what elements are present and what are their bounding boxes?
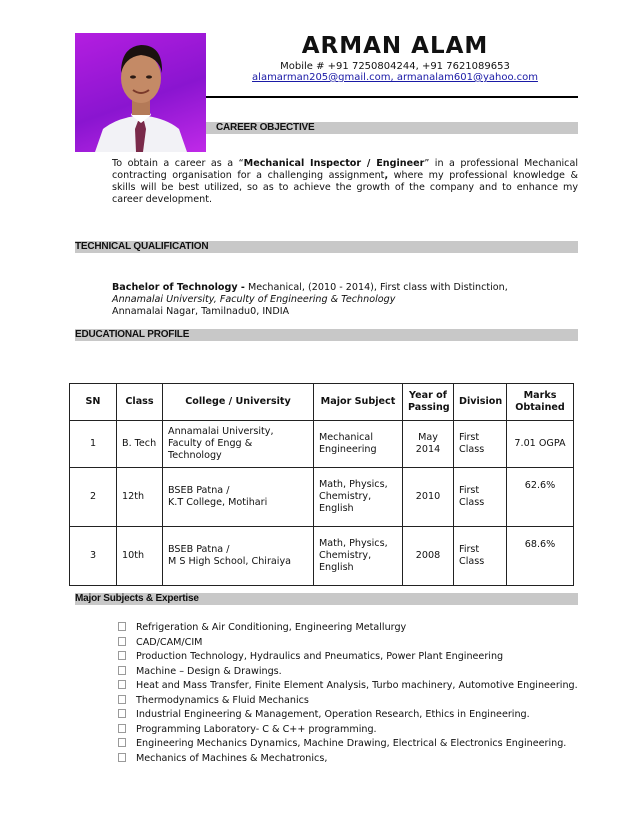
expertise-text: Heat and Mass Transfer, Finite Element Analysis, Turbo machinery, Automotive Engineering. — [136, 680, 578, 691]
expertise-text: Refrigeration & Air Conditioning, Engineering Metallurgy — [136, 622, 407, 633]
qualification-block — [112, 282, 578, 318]
list-item — [118, 679, 588, 694]
cell-sn: 1 — [70, 421, 117, 468]
section-educational-profile: EDUCATIONAL PROFILE — [75, 329, 578, 341]
cell-year: 2010 — [403, 468, 454, 527]
cell-subject — [314, 468, 403, 527]
checkbox-bullet-icon — [118, 637, 126, 646]
checkbox-bullet-icon — [118, 724, 126, 733]
objective-middle: ” in a professional Mechanical contracting organisation for a challenging assignment — [112, 158, 579, 181]
list-item — [118, 650, 588, 665]
expertise-text: Mechanics of Machines & Mechatronics, — [136, 752, 328, 764]
cell-marks: 68.6% — [507, 527, 574, 586]
mobile-numbers: Mobile # +91 7250804244, +91 7621089653 — [280, 61, 510, 72]
objective-prefix: To obtain a career as a “ — [112, 158, 244, 169]
checkbox-bullet-icon — [118, 695, 126, 704]
college-line: BSEB Patna / — [168, 485, 230, 496]
column-header: Year of Passing — [403, 384, 454, 421]
expertise-text: CAD/CAM/CIM — [136, 636, 203, 648]
column-header: Class — [117, 384, 163, 421]
checkbox-bullet-icon — [118, 680, 126, 689]
profile-photo — [75, 33, 206, 152]
career-objective-text — [112, 158, 578, 206]
list-item — [118, 723, 588, 738]
expertise-text: Machine – Design & Drawings. — [136, 665, 282, 677]
list-item — [118, 636, 588, 651]
cell-marks: 7.01 OGPA — [507, 421, 574, 468]
checkbox-bullet-icon — [118, 738, 126, 747]
checkbox-bullet-icon — [118, 651, 126, 660]
section-major-subjects: Major Subjects & Expertise — [75, 593, 578, 605]
cell-division — [454, 527, 507, 586]
column-header: Division — [454, 384, 507, 421]
cell-year — [403, 421, 454, 468]
education-table — [69, 383, 574, 586]
column-header: College / University — [163, 384, 314, 421]
column-header: Major Subject — [314, 384, 403, 421]
checkbox-bullet-icon — [118, 622, 126, 631]
list-item — [118, 708, 588, 723]
year-line: 2014 — [415, 444, 441, 455]
expertise-text: Industrial Engineering & Management, Operation Research, Ethics in Engineering. — [136, 709, 530, 720]
checkbox-bullet-icon — [118, 709, 126, 718]
expertise-text: Production Technology, Hydraulics and Pneumatics, Power Plant Engineering — [136, 651, 504, 662]
subject-line: Engineering — [319, 444, 377, 455]
objective-role: Mechanical Inspector / Engineer — [243, 158, 425, 169]
expertise-list — [118, 621, 588, 766]
division-line: Class — [459, 444, 485, 455]
cell-marks: 62.6% — [507, 468, 574, 527]
cell-class: 10th — [117, 527, 163, 586]
header-divider — [206, 96, 578, 98]
college-line: M S High School, Chiraiya — [168, 556, 292, 567]
section-technical-qualification: TECHNICAL QUALIFICATION — [75, 241, 578, 253]
division-line: Class — [459, 556, 485, 567]
email-links[interactable]: alamarman205@gmail.com, armanalam601@yahoo.com — [252, 72, 538, 83]
subject-line: Mechanical — [319, 432, 373, 443]
college-line: Annamalai University, — [168, 426, 274, 437]
list-item — [118, 752, 588, 767]
college-line: BSEB Patna / — [168, 544, 230, 555]
list-item — [118, 665, 588, 680]
cell-sn: 2 — [70, 468, 117, 527]
subject-line: Math, Physics, — [319, 479, 388, 490]
degree-institute: Annamalai University, Faculty of Engineering & Technology — [112, 294, 396, 305]
list-item — [118, 694, 588, 709]
degree-title: Bachelor of Technology - — [112, 282, 245, 293]
table-row — [70, 527, 574, 586]
list-item — [118, 621, 588, 636]
candidate-name: ARMAN ALAM — [301, 33, 489, 59]
cell-subject — [314, 527, 403, 586]
subject-line: Chemistry, English — [319, 550, 372, 573]
college-line: K.T College, Motihari — [168, 497, 268, 508]
division-line: First — [459, 432, 480, 443]
degree-location: Annamalai Nagar, Tamilnadu0, INDIA — [112, 306, 290, 317]
objective-suffix: where my professional knowledge & skills will be best utilized, so as to achieve the growth of the company and to enhance my career development. — [112, 170, 578, 205]
cell-division — [454, 468, 507, 527]
checkbox-bullet-icon — [118, 666, 126, 675]
cell-college — [163, 421, 314, 468]
division-line: First — [459, 544, 480, 555]
column-header: SN — [70, 384, 117, 421]
subject-line: Math, Physics, — [319, 538, 388, 549]
expertise-text: Thermodynamics & Fluid Mechanics — [136, 694, 309, 706]
cell-class: 12th — [117, 468, 163, 527]
degree-details: Mechanical, (2010 - 2014), First class with Distinction, — [244, 282, 508, 293]
subject-line: Chemistry, English — [319, 491, 372, 514]
cell-year: 2008 — [403, 527, 454, 586]
objective-comma: , — [384, 170, 389, 181]
table-row — [70, 421, 574, 468]
division-line: Class — [459, 497, 485, 508]
column-header: Marks Obtained — [507, 384, 574, 421]
cell-subject — [314, 421, 403, 468]
cell-division — [454, 421, 507, 468]
cell-class: B. Tech — [117, 421, 163, 468]
table-header-row — [70, 384, 574, 421]
list-item — [118, 737, 588, 752]
year-line: May — [418, 432, 438, 443]
checkbox-bullet-icon — [118, 753, 126, 762]
cell-sn: 3 — [70, 527, 117, 586]
cell-college — [163, 527, 314, 586]
table-row — [70, 468, 574, 527]
section-career-objective: CAREER OBJECTIVE — [206, 122, 578, 134]
expertise-text: Engineering Mechanics Dynamics, Machine Drawing, Electrical & Electronics Engineering. — [136, 738, 567, 749]
cell-college — [163, 468, 314, 527]
college-line: Faculty of Engg & Technology — [168, 438, 253, 461]
division-line: First — [459, 485, 480, 496]
expertise-text: Programming Laboratory- C & C++ programming. — [136, 723, 377, 735]
